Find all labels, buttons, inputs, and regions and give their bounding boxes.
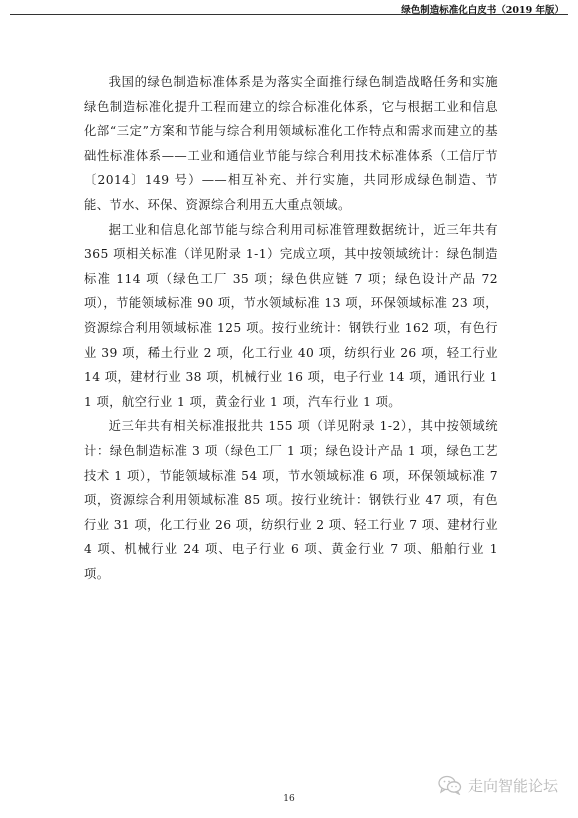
body-text	[84, 70, 498, 586]
paragraph: 据工业和信息化部节能与综合利用司标准管理数据统计，近三年共有 365 项相关标准（详见附录 1-1）完成立项，其中按领域统计：绿色制造标准 114 项（绿色工厂 35 项；绿色供应链 7 项；绿色设计产品 72 项），节能领域标准 90 项，节水领域标准 13 项，环保领域标准 23 项，资源综合利用领域标准 125 项。按行业统计：钢铁行业 162 项，有色行业 39 项，稀土行业 2 项，化工行业 40 项，纺织行业 26 项，轻工行业 14 项，建材行业 38 项，机械行业 16 项，电子行业 14 项，通讯行业 11 项，航空行业 1 项，黄金行业 1 项，汽车行业 1 项。	[84, 222, 498, 409]
paragraph: 我国的绿色制造标准体系是为落实全面推行绿色制造战略任务和实施绿色制造标准化提升工程而建立的综合标准化体系，它与根据工业和信息化部“三定”方案和节能与综合利用领域标准化工作特点和需求而建立的基础性标准体系——工业和通信业节能与综合利用技术标准体系（工信厅节〔2014〕149 号）——相互补充、并行实施，共同形成绿色制造、节能、节水、环保、资源综合利用五大重点领域。	[84, 75, 498, 212]
header-title: 绿色制造标准化白皮书（2019 年版）	[401, 5, 564, 16]
page-number: 16	[283, 794, 295, 804]
wechat-icon	[438, 775, 462, 795]
header-rule	[10, 14, 568, 15]
watermark-text: 走向智能论坛	[468, 776, 559, 795]
watermark	[438, 772, 558, 798]
paragraph: 近三年共有相关标准报批共 155 项（详见附录 1-2），其中按领域统计：绿色制造标准 3 项（绿色工厂 1 项；绿色设计产品 1 项，绿色工艺技术 1 项），节能领域标准 54 项，节水领域标准 6 项，环保领域标准 7 项，资源综合利用领域标准 85 项。按行业统计：钢铁行业 47 项，有色行业 31 项，化工行业 26 项，纺织行业 2 项、轻工行业 7 项、建材行业 4 项、机械行业 24 项、电子行业 6 项、黄金行业 7 项、船舶行业 1 项。	[84, 419, 498, 581]
page-header	[0, 0, 578, 14]
